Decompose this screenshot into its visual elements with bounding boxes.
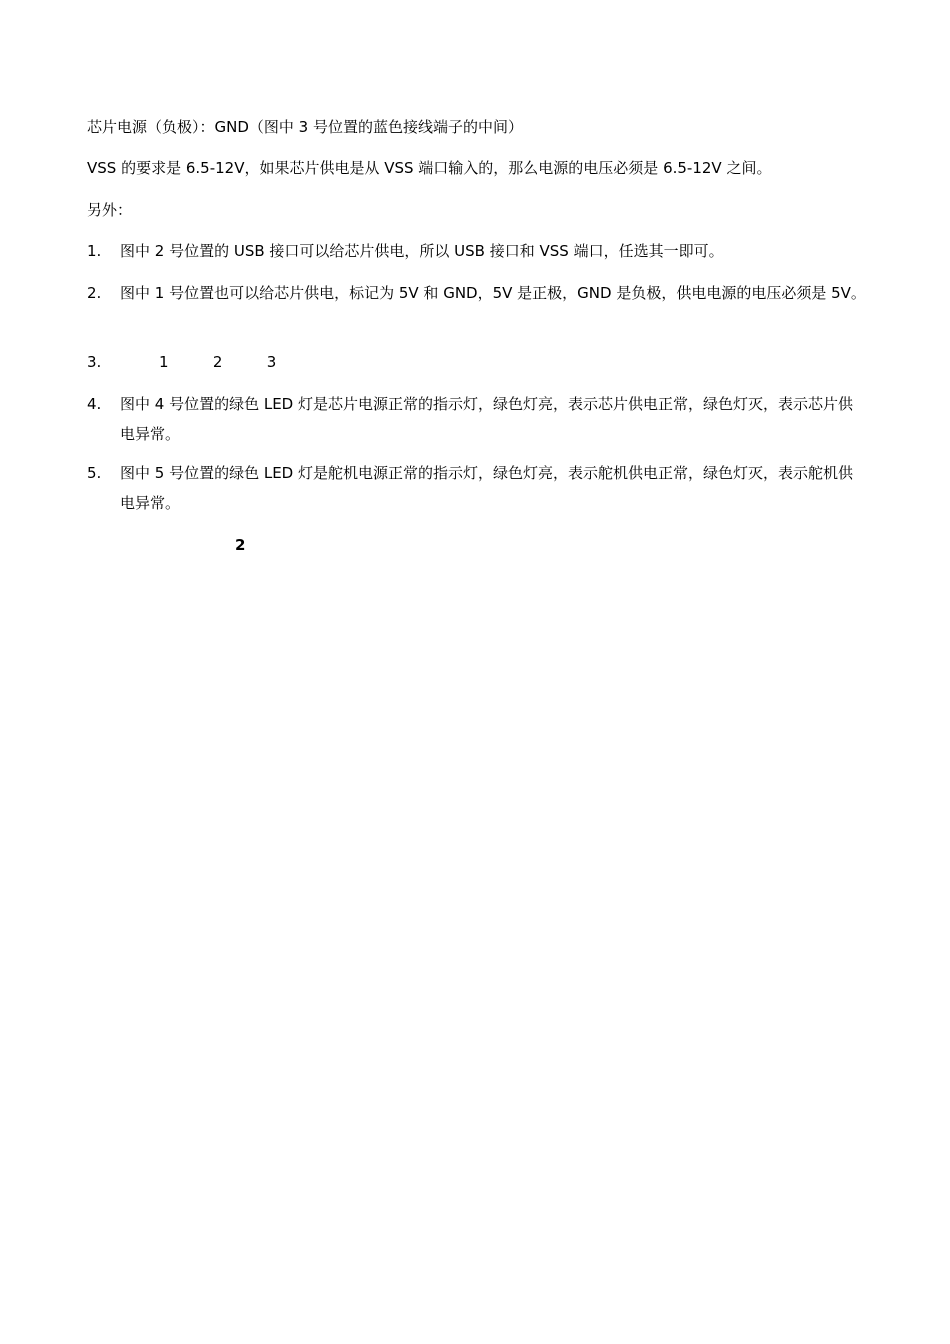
list-text: 图中 2 号位置的 USB 接口可以给芯片供电，所以 USB 接口和 VSS 端口，任选其一即可。 xyxy=(120,242,724,260)
page-number: 2 xyxy=(235,536,246,554)
paragraph-vss-requirement: VSS 的要求是 6.5-12V，如果芯片供电是从 VSS 端口输入的，那么电源的电压必须是 6.5-12V 之间。 xyxy=(87,159,772,177)
paragraph-chip-power-negative: 芯片电源（负极）：GND（图中 3 号位置的蓝色接线端子的中间） xyxy=(87,118,523,136)
paragraph-additionally: 另外： xyxy=(87,201,133,219)
list-text: 图中 1 号位置也可以给芯片供电，标记为 5V 和 GND，5V 是正极，GND 是负极，供电电源的电压必须是 5V。 xyxy=(120,284,866,302)
list-number: 2. xyxy=(87,284,102,302)
list-text: 图中 4 号位置的绿色 LED 灯是芯片电源正常的指示灯，绿色灯亮，表示芯片供电正常，绿色灯灭，表示芯片供电异常。 xyxy=(120,395,854,443)
list-number: 1. xyxy=(87,242,102,260)
list-text: 图中 5 号位置的绿色 LED 灯是舵机电源正常的指示灯，绿色灯亮，表示舵机供电正常，绿色灯灭，表示舵机供电异常。 xyxy=(120,464,854,512)
list-number: 5. xyxy=(87,464,102,482)
list-number: 4. xyxy=(87,395,102,413)
list-number: 3. xyxy=(87,353,102,371)
list-text: 1 2 3 xyxy=(159,353,277,371)
